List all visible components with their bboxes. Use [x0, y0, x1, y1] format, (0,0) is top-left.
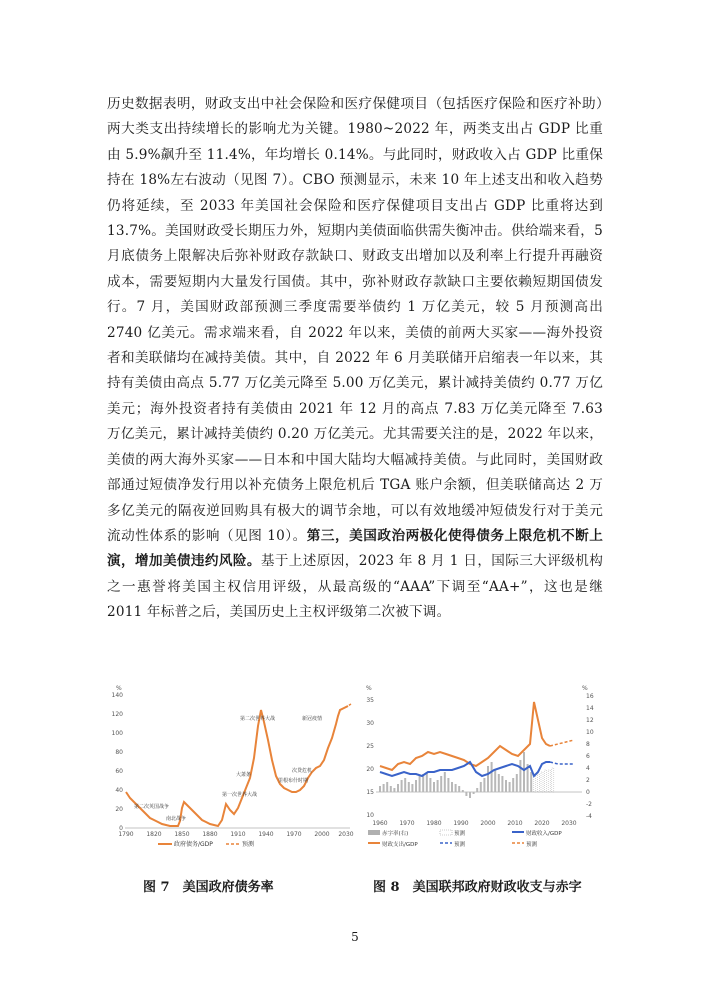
- deficit-bar: [552, 768, 554, 792]
- debt-gdp-forecast-line: [340, 704, 351, 710]
- y-tick: 60: [115, 768, 123, 775]
- x-tick: 1880: [202, 831, 218, 838]
- y-unit-right: %: [582, 685, 588, 692]
- deficit-bar: [393, 788, 395, 792]
- x-tick: 1820: [146, 831, 162, 838]
- x-tick: 1960: [372, 820, 388, 827]
- y-tick: 6: [586, 753, 590, 760]
- y-unit: %: [116, 685, 122, 692]
- deficit-bar: [458, 786, 460, 792]
- deficit-bar: [462, 790, 464, 792]
- deficit-bar: [498, 774, 500, 792]
- deficit-bar: [379, 786, 381, 792]
- y-tick: 16: [586, 693, 594, 700]
- legend-label: 财政支出/GDP: [382, 842, 418, 848]
- deficit-bar: [516, 774, 518, 792]
- y-tick: -2: [586, 801, 592, 808]
- y-tick: 15: [366, 789, 374, 796]
- deficit-bar: [483, 778, 485, 792]
- y-tick: 20: [115, 806, 123, 813]
- legend-label: 预测: [242, 841, 255, 848]
- deficit-bar: [548, 770, 550, 792]
- deficit-bar: [545, 770, 547, 792]
- x-tick: 1970: [286, 831, 302, 838]
- paragraph-text: 历史数据表明，财政支出中社会保险和医疗保健项目（包括医疗保险和医疗补助）两大类支出持续增长的影响尤为关键。1980~2022 年，两类支出占 GDP 比重由 5.9%飙升至 11.4%，年均增长 0.14%。与此同时，财政收入占 GDP 比重保持在 18%左右波动（见图 7）。CBO 预测显示，未来 10 年上述支出和收入趋势仍将延续，至 2033 年美国社会保险和医疗保健项目支出占 GDP 比重将达到 13.7%。美国财政受长期压力外，短期内美债面临供需失衡冲击。供给端来看，5 月底债务上限解决后弥补财政存款缺口、财政支出增加以及利率上行提升再融资成本，需要短期内大量发行国债。其中，弥补财政存款缺口主要依赖短期国债发行。7 月，美国财政部预测三季度需要举债约 1 万亿美元，较 5 月预测高出 2740 亿美元。需求端来看，自 2022 年以来，美债的前两大买家——海外投资者和美联储均在减持美债。其中，自 2022 年 6 月美联储开启缩表一年以来，其持有美债由高点 5.77 万亿美元降至 5.00 万亿美元，累计减持美债约 0.77 万亿美元；海外投资者持有美债由 2021 年 12 月的高点 7.83 万亿美元降至 7.63 万亿美元，累计减持美债约 0.20 万亿美元。尤其需要关注的是，2022 年以来，美债的两大海外买家——日本和中国大陆均大幅减持美债。与此同时，美国财政部通过短债净发行用以补充债务上限危机后 TGA 账户余额，但美联储高达 2 万多亿美元的隔夜逆回购具有极大的调节余地，可以有效地缓冲短债发行对于美元流动性体系的影响（见图 10）。: [107, 96, 603, 544]
- deficit-bar: [473, 792, 475, 794]
- legend: [158, 840, 254, 848]
- deficit-bar: [519, 760, 521, 792]
- x-tick: 1790: [118, 831, 134, 838]
- figure-8-caption: 图 8 美国联邦政府财政收支与赤字: [373, 880, 582, 895]
- y-tick: 120: [111, 711, 123, 718]
- annotation-label: 里根布什时期: [278, 778, 309, 784]
- y-axis-ticks: [112, 692, 124, 832]
- y-tick: 10: [586, 729, 594, 736]
- deficit-bar: [509, 782, 511, 792]
- spending-forecast-line: [550, 740, 574, 746]
- x-axis-ticks: [118, 831, 353, 838]
- deficit-bar: [408, 782, 410, 792]
- deficit-bar: [487, 766, 489, 792]
- legend-label: 财政收入/GDP: [526, 831, 562, 837]
- x-tick: 1850: [174, 831, 190, 838]
- x-tick: 2030: [338, 831, 354, 838]
- deficit-bar: [404, 778, 406, 792]
- deficit-bar: [429, 778, 431, 792]
- y-tick: 8: [586, 741, 590, 748]
- x-tick: 2000: [314, 831, 330, 838]
- x-tick: 1970: [399, 820, 415, 827]
- deficit-bar: [537, 774, 539, 792]
- deficit-bar: [455, 784, 457, 792]
- figure-8-chart: [362, 680, 600, 850]
- x-tick: 1990: [453, 820, 469, 827]
- deficit-bar: [469, 792, 471, 798]
- deficit-bar: [411, 784, 413, 792]
- x-tick: 2010: [507, 820, 523, 827]
- y-axis-left-ticks: [366, 697, 374, 819]
- deficit-bar: [523, 752, 525, 792]
- deficit-bar: [476, 788, 478, 792]
- y-tick: -4: [586, 813, 592, 820]
- x-tick: 2020: [534, 820, 550, 827]
- annotation-label: 第二次世界大战: [240, 716, 276, 722]
- paragraph: [107, 92, 603, 626]
- y-tick: 0: [119, 825, 123, 832]
- y-tick: 14: [586, 705, 594, 712]
- x-tick: 1910: [230, 831, 246, 838]
- deficit-bar: [530, 772, 532, 792]
- deficit-bar: [465, 792, 467, 796]
- deficit-bar: [397, 784, 399, 792]
- deficit-bar: [440, 776, 442, 792]
- paragraph-bold-text: 第三，美国政治两极化使得债务上限危机不断上演，增加美债违约风险。: [107, 527, 603, 570]
- deficit-bar: [505, 780, 507, 792]
- y-tick: 80: [115, 749, 123, 756]
- legend-label: 赤字率(右): [382, 831, 409, 837]
- deficit-bars: [379, 752, 554, 798]
- x-axis-ticks: [372, 820, 576, 827]
- y-tick: 0: [586, 789, 590, 796]
- deficit-bar: [390, 786, 392, 792]
- y-axis-right-ticks: [586, 693, 594, 820]
- y-tick: 12: [586, 717, 594, 724]
- legend-label: 政府债务/GDP: [174, 841, 213, 848]
- y-tick: 140: [111, 692, 123, 699]
- annotation-label: 次贷危机: [292, 768, 313, 774]
- deficit-bar: [451, 782, 453, 792]
- y-tick: 20: [366, 766, 374, 773]
- annotation-label: 新冠疫情: [302, 716, 323, 722]
- y-tick: 40: [115, 787, 123, 794]
- deficit-bar: [415, 780, 417, 792]
- y-tick: 4: [586, 765, 590, 772]
- legend-label: 预测: [526, 842, 538, 848]
- figure-8-svg: [362, 680, 600, 850]
- figure-7-chart: [110, 680, 355, 850]
- deficit-bar: [401, 780, 403, 792]
- legend-label: 预测: [454, 842, 466, 848]
- annotation-label: 南北战争: [166, 816, 187, 822]
- legend-label: 预测: [454, 831, 466, 837]
- y-tick: 2: [586, 777, 590, 784]
- legend-swatch-deficit: [368, 830, 380, 835]
- deficit-bar: [447, 778, 449, 792]
- deficit-bar: [386, 782, 388, 792]
- revenue-forecast-line: [550, 762, 574, 764]
- y-tick: 35: [366, 697, 374, 704]
- page-number: 5: [351, 930, 359, 944]
- annotation-label: 第一次世界大战: [222, 792, 258, 798]
- deficit-bar: [383, 784, 385, 792]
- deficit-bar: [491, 762, 493, 792]
- annotation-label: 大萧条: [236, 772, 252, 778]
- deficit-bar: [444, 772, 446, 792]
- annotation-label: 第二次英国战争: [134, 804, 170, 810]
- y-tick: 10: [366, 812, 374, 819]
- x-tick: 2030: [561, 820, 577, 827]
- figure-7-svg: [110, 680, 355, 850]
- deficit-bar: [480, 782, 482, 792]
- y-tick: 100: [111, 730, 123, 737]
- deficit-bar: [541, 772, 543, 792]
- paragraph-text: 基于上述原因，2023 年 8 月 1 日，国际三大评级机构之一惠誉将美国主权信用评级，从最高级的“AAA”下调至“AA+”，这也是继 2011 年标普之后，美国历史上主权评级第二次被下调。: [107, 553, 603, 621]
- figure-7-caption: 图 7 美国政府债务率: [143, 880, 274, 895]
- y-tick: 25: [366, 743, 374, 750]
- x-tick: 2000: [480, 820, 496, 827]
- y-tick: 30: [366, 720, 374, 727]
- x-tick: 1980: [426, 820, 442, 827]
- deficit-bar: [494, 770, 496, 792]
- y-unit-left: %: [366, 685, 372, 692]
- body-text: [107, 92, 603, 626]
- deficit-bar: [501, 776, 503, 792]
- deficit-bar: [426, 772, 428, 792]
- legend-swatch-deficit-forecast: [440, 830, 452, 835]
- deficit-bar: [512, 778, 514, 792]
- deficit-bar: [437, 780, 439, 792]
- deficit-bar: [433, 782, 435, 792]
- x-tick: 1940: [258, 831, 274, 838]
- legend: [368, 829, 562, 848]
- deficit-bar: [419, 776, 421, 792]
